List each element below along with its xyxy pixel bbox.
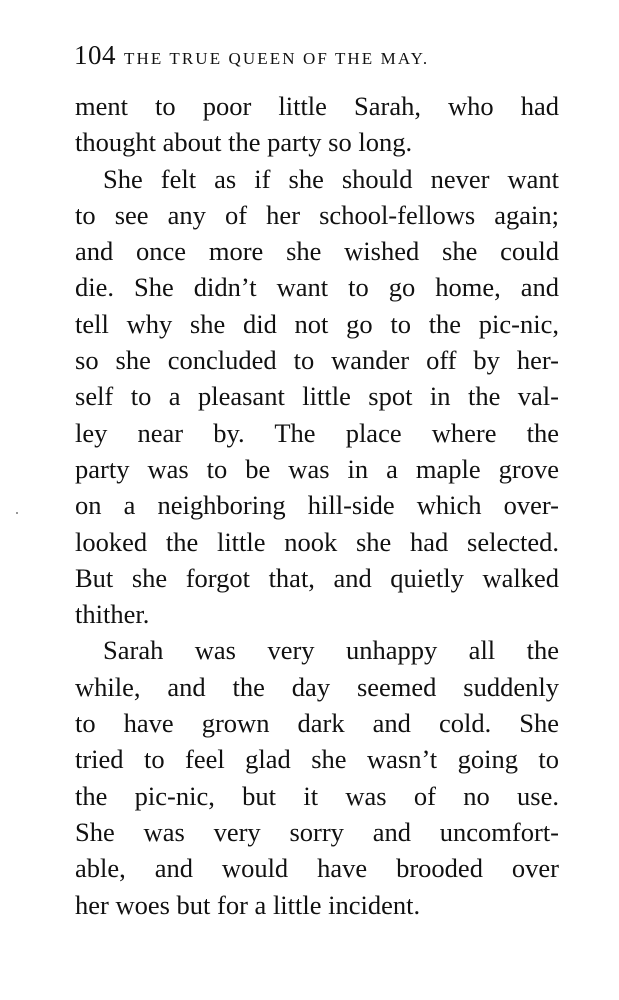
- text-line: She felt as if she should never want: [103, 163, 559, 194]
- text-line: to see any of her school-fellows again;: [75, 199, 559, 230]
- body-text: [75, 88, 559, 923]
- text-line: tried to feel glad she wasn’t going to: [75, 744, 559, 775]
- text-line: self to a pleasant little spot in the val-: [75, 381, 559, 412]
- margin-speck: [16, 512, 18, 514]
- page-number: 104: [74, 40, 116, 70]
- paragraph: [75, 88, 559, 161]
- text-line: while, and the day seemed suddenly: [75, 671, 559, 702]
- text-line: thought about the party so long.: [75, 127, 413, 158]
- text-line: ley near by. The place where the: [75, 417, 559, 448]
- text-line: ment to poor little Sarah, who had: [75, 91, 559, 121]
- text-line: able, and would have brooded over: [75, 853, 559, 884]
- running-title: THE TRUE QUEEN OF THE MAY.: [124, 49, 430, 68]
- text-line: to have grown dark and cold. She: [75, 708, 559, 739]
- text-line: But she forgot that, and quietly walked: [75, 562, 559, 593]
- text-line: her woes but for a little incident.: [75, 889, 421, 920]
- text-line: She was very sorry and uncomfort-: [75, 816, 559, 847]
- text-line: party was to be was in a maple grove: [75, 453, 559, 484]
- paragraph: [75, 632, 559, 922]
- text-line: and once more she wished she could: [75, 236, 559, 267]
- text-line: so she concluded to wander off by her-: [75, 345, 559, 376]
- running-head: [74, 40, 554, 80]
- paragraph: [75, 161, 559, 633]
- text-line: Sarah was very unhappy all the: [103, 635, 559, 666]
- text-line: the pic-nic, but it was of no use.: [75, 780, 559, 811]
- text-line: die. She didn’t want to go home, and: [75, 272, 559, 303]
- text-line: tell why she did not go to the pic-nic,: [75, 308, 559, 339]
- text-line: thither.: [75, 599, 150, 630]
- text-line: on a neighboring hill-side which over-: [75, 490, 559, 521]
- text-line: looked the little nook she had selected.: [75, 526, 559, 557]
